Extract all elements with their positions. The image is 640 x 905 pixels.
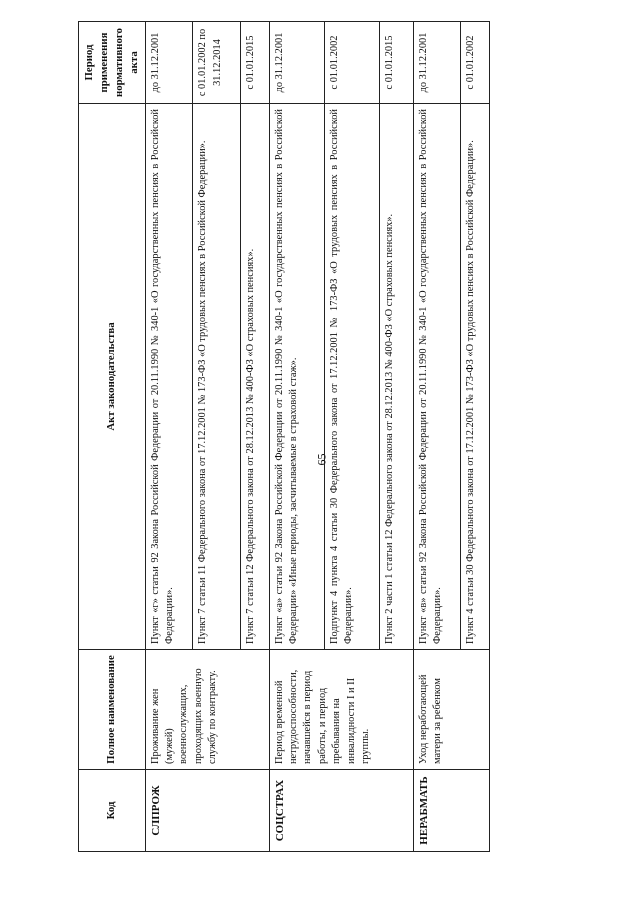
legislation-table xyxy=(78,21,490,852)
act-cell: Пункт 7 статьи 11 Федерального закона от 17.12.2001 № 173-ФЗ «О трудовых пенсиях в Российской Федерации». xyxy=(193,104,241,650)
act-cell: Пункт «г» статьи 92 Закона Российской Федерации от 20.11.1990 № 340-1 «О государственных пенсиях в Российской Федерации». xyxy=(145,104,193,650)
full-name-cell-nerabmat: Уход неработающей матери за ребенком xyxy=(413,650,489,770)
period-cell: до 31.12.2001 xyxy=(269,22,324,104)
code-cell-socstrah: СОЦСТРАХ xyxy=(269,770,413,852)
code-cell-nerabmat: НЕРАБМАТЬ xyxy=(413,770,489,852)
table-row xyxy=(413,22,461,852)
table-header-row xyxy=(79,22,146,852)
table-row xyxy=(145,22,193,852)
page-number: 65 xyxy=(314,453,329,466)
act-cell: Пункт «в» статьи 92 Закона Российской Федерации от 20.11.1990 № 340-1 «О государственных пенсиях в Российской Федерации». xyxy=(413,104,461,650)
full-name-cell-socstrah: Период временной нетрудоспособности, начавшейся в период работы, и период пребывания на инвалидности I и II группы. xyxy=(269,650,413,770)
act-cell: Подпункт 4 пункта 4 статьи 30 Федерального закона от 17.12.2001 № 173-ФЗ «О трудовых пенсиях в Российской Федерации». xyxy=(325,104,380,650)
header-full-name: Полное наименование xyxy=(79,650,146,770)
act-cell: Пункт 2 части 1 статьи 12 Федерального закона от 28.12.2013 № 400-ФЗ «О страховых пенсиях». xyxy=(380,104,413,650)
period-cell: с 01.01.2015 xyxy=(380,22,413,104)
period-cell: с 01.01.2015 xyxy=(241,22,270,104)
full-name-cell-slprozh: Проживание жен (мужей) военнослужащих, проходящих военную службу по контракту. xyxy=(145,650,269,770)
code-cell-slprozh: СЛПРОЖ xyxy=(145,770,269,852)
header-code: Код xyxy=(79,770,146,852)
act-cell: Пункт 7 статьи 12 Федерального закона от 28.12.2013 № 400-ФЗ «О страховых пенсиях». xyxy=(241,104,270,650)
act-cell: Пункт «а» статьи 92 Закона Российской Федерации от 20.11.1990 № 340-1 «О государственных пенсиях в Российской Федерации» «Иные периоды, засчитываемые в страховой стаж». xyxy=(269,104,324,650)
period-cell: с 01.01.2002 по 31.12.2014 xyxy=(193,22,241,104)
period-cell: с 01.01.2002 xyxy=(325,22,380,104)
period-cell: с 01.01.2002 xyxy=(461,22,490,104)
table-row xyxy=(269,22,324,852)
act-cell: Пункт 4 статьи 30 Федерального закона от 17.12.2001 № 173-ФЗ «О трудовых пенсиях в Российской Федерации». xyxy=(461,104,490,650)
header-act: Акт законодательства xyxy=(79,104,146,650)
rotated-table-container xyxy=(78,22,490,852)
period-cell: до 31.12.2001 xyxy=(413,22,461,104)
period-cell: до 31.12.2001 xyxy=(145,22,193,104)
header-period: Период применения нормативного акта xyxy=(79,22,146,104)
